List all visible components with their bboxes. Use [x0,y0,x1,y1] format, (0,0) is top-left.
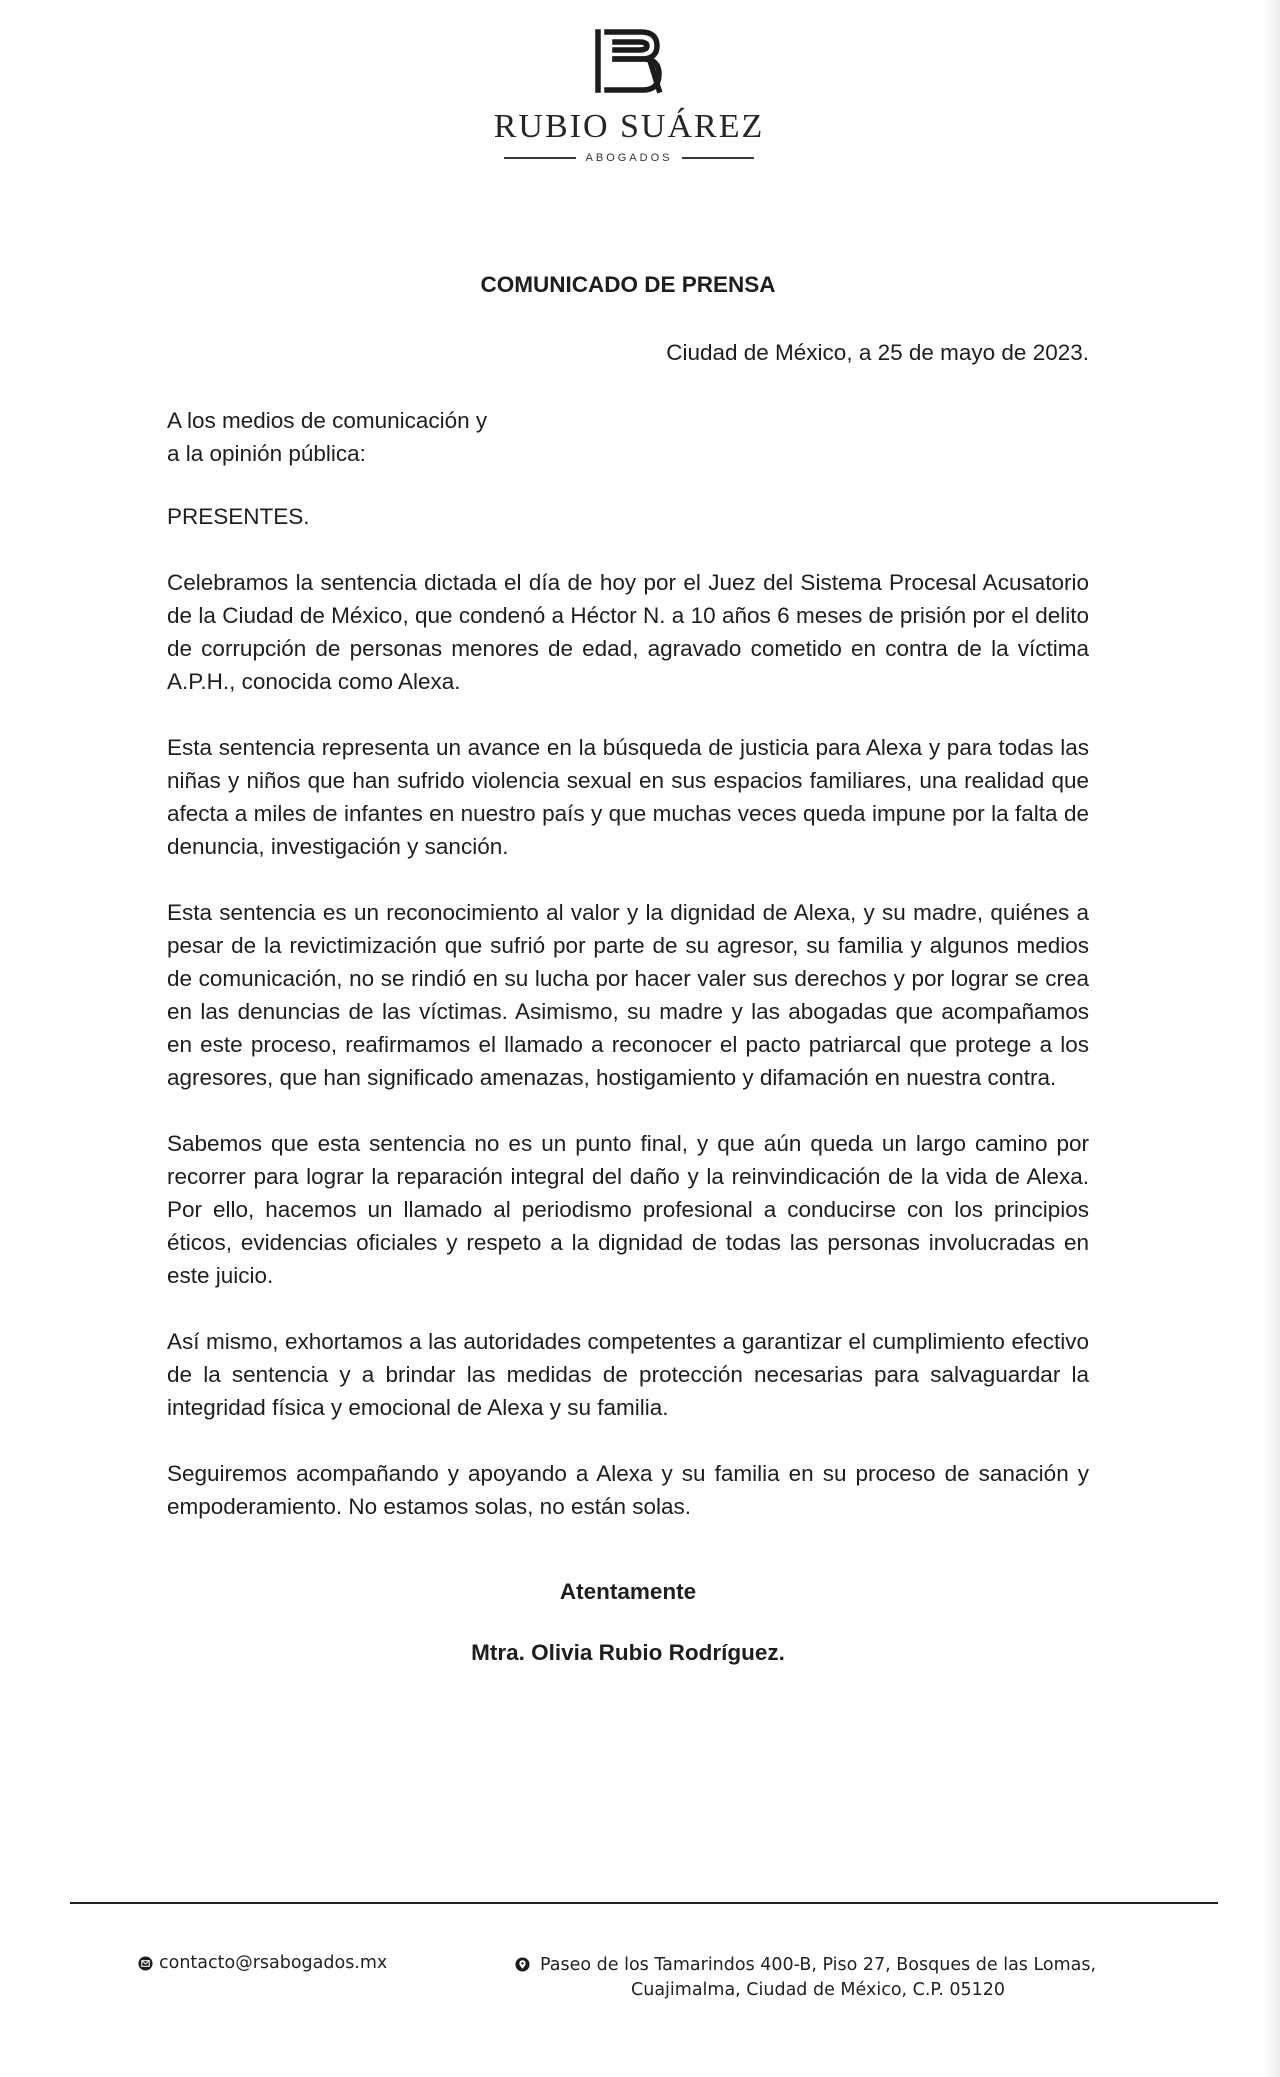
date-line: Ciudad de México, a 25 de mayo de 2023. [666,340,1089,365]
mail-icon [138,1956,153,1971]
subtitle-rule-left [504,157,576,159]
paragraph: Celebramos la sentencia dictada el día de hoy por el Juez del Sistema Procesal Acusatorio de la Ciudad de México, que condenó a Héctor N. a 10 años 6 meses de prisión por el delito de corrupción de personas menores de edad, agravado cometido en contra de la víctima A.P.H., conocida como Alexa. [167,570,1089,694]
paragraph: Sabemos que esta sentencia no es un punto final, y que aún queda un largo camino por recorrer para lograr la reparación integral del daño y la reinvindicación de la vida de Alexa. Por ello, hacemos un llamado al periodismo profesional a conducirse con los principios éticos, evidencias oficiales y respeto a la dignidad de todas las personas involucradas en este juicio. [167,1131,1089,1288]
paragraph: Esta sentencia es un reconocimiento al valor y la dignidad de Alexa, y su madre, quiénes a pesar de la revictimización que sufrió por parte de su agresor, su familia y algunos medios de comunicación, no se rindió en su lucha por hacer valer sus derechos y por lograr se crea en las denuncias de las víctimas. Asimismo, su madre y las abogadas que acompañamos en este proceso, reafirmamos el llamado a reconocer el pacto patriarcal que protege a los agresores, que han significado amenazas, hostigamiento y difamación en nuestra contra. [167,900,1089,1090]
paragraph: Así mismo, exhortamos a las autoridades competentes a garantizar el cumplimiento efectivo de la sentencia y a brindar las medidas de protección necesarias para salvaguardar la integridad física y emocional de Alexa y su familia. [167,1329,1089,1420]
paragraph: Seguiremos acompañando y apoyando a Alexa y su familia en su proceso de sanación y empoderamiento. No estamos solas, no están solas. [167,1461,1089,1519]
salutation: PRESENTES. [167,504,310,529]
addressee-line: A los medios de comunicación y [167,408,488,433]
rs-monogram-logo [593,28,665,94]
paragraph: Esta sentencia representa un avance en la búsqueda de justicia para Alexa y para todas las niñas y niños que han sufrido violencia sexual en sus espacios familiares, una realidad que afecta a miles de infantes en nuestro país y que muchas veces queda impune por la falta de denuncia, investigación y sanción. [167,735,1089,859]
addressee [167,404,1089,470]
document-title: COMUNICADO DE PRENSA [480,272,776,297]
page-edge-shadow [1262,0,1280,2077]
subtitle-rule-right [682,157,754,159]
letterhead [0,28,1258,164]
closing: Atentamente [559,1579,697,1604]
firm-subtitle-row [504,152,754,164]
address-line: Cuajimalma, Ciudad de México, C.P. 05120 [631,1980,1006,2000]
footer-email [138,1953,387,1973]
document-body [167,268,1089,1669]
footer-address [515,1953,1096,2003]
signer-name: Mtra. Olivia Rubio Rodríguez. [471,1640,785,1665]
address-line: Paseo de los Tamarindos 400-B, Piso 27, Bosques de las Lomas, [540,1955,1097,1975]
firm-name: RUBIO SUÁREZ [493,108,765,145]
location-pin-icon [515,1953,530,1977]
firm-subtitle: ABOGADOS [585,152,673,164]
footer-divider [70,1902,1218,1904]
email-link[interactable]: contacto@rsabogados.mx [159,1953,388,1973]
addressee-line: a la opinión pública: [167,441,366,466]
